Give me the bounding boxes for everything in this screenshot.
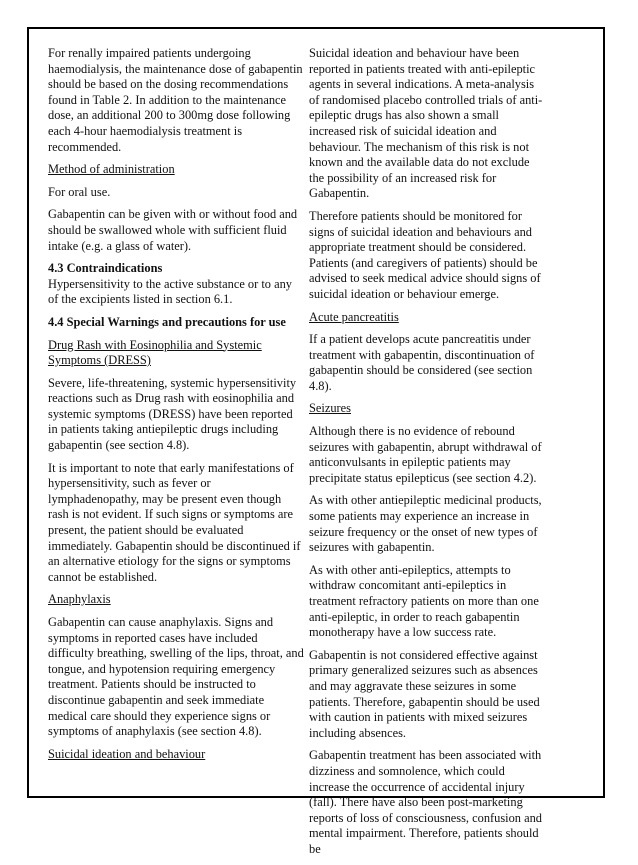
seizure-frequency-paragraph: As with other antiepileptic medicinal products, some patients may experience an increase in seizure frequency or the onset of new types of seizures with gabapentin. — [309, 493, 542, 555]
dizziness-somnolence-paragraph: Gabapentin treatment has been associated with dizziness and somnolence, which could increase the occurrence of accidental injury (fall). There have also been post-marketing reports of loss of consciousness, confusion and mental impairment. Therefore, patients should be — [309, 748, 542, 856]
withdraw-antiepileptics-paragraph: As with other anti-epileptics, attempts to withdraw concomitant anti-epileptics in treatment refractory patients on more than one anti-epileptic, in order to reach gabapentin monotherapy have a low success rate. — [309, 562, 539, 640]
haemodialysis-dosing-paragraph: For renally impaired patients undergoing haemodialysis, the maintenance dose of gabapentin should be based on the dosing recommendations found in Table 2. In addition to the maintenance dose, an additional 200 to 300mg dose following each 4-hour haemodialysis treatment is recommended. — [48, 46, 303, 154]
method-of-administration-subheading: Method of administration — [48, 162, 175, 177]
left-column — [48, 46, 304, 769]
suicidal-ideation-subheading: Suicidal ideation and behaviour — [48, 746, 206, 761]
dress-subheading: Drug Rash with Eosinophilia and Systemic Symptoms (DRESS) — [48, 337, 262, 368]
food-intake-paragraph: Gabapentin can be given with or without food and should be swallowed whole with sufficient fluid intake (e.g. a glass of water). — [48, 207, 298, 253]
anaphylaxis-subheading: Anaphylaxis — [48, 592, 111, 607]
suicidal-ideation-reports-paragraph: Suicidal ideation and behaviour have been reported in patients treated with anti-epileptic agents in several indications. A meta-analysis of randomised placebo controlled trials of anti-epileptic drugs has also shown a small increased risk of suicidal ideation and behaviour. The mechanism of this risk is not known and the available data do not exclude the possibility of an increased risk for Gabapentin. — [309, 46, 543, 201]
dress-reactions-paragraph: Severe, life-threatening, systemic hypersensitivity reactions such as Drug rash with eosinophilia and systemic symptoms (DRESS) have been reported in patients taking antiepileptic drugs including gabapentin (see section 4.8). — [48, 375, 297, 453]
right-column — [309, 46, 543, 865]
suicidal-monitoring-paragraph: Therefore patients should be monitored for signs of suicidal ideation and behaviours and appropriate treatment should be considered. Patients (and caregivers of patients) should be advised to seek medical advice should signs of suicidal ideation or behaviour emerge. — [309, 208, 541, 301]
oral-use-paragraph: For oral use. — [48, 184, 111, 199]
early-manifestations-paragraph: It is important to note that early manifestations of hypersensitivity, such as fever or lymphadenopathy, may be present even though rash is not evident. If such signs or symptoms are present, the patient should be evaluated immediately. Gabapentin should be discontinued if an alternative etiology for the signs or symptoms cannot be established. — [48, 460, 301, 584]
seizures-subheading: Seizures — [309, 401, 351, 416]
anaphylaxis-paragraph: Gabapentin can cause anaphylaxis. Signs and symptoms in reported cases have included difficulty breathing, swelling of the lips, throat, and tongue, and hypotension requiring emergency treatment. Patients should be instructed to discontinue gabapentin and seek immediate medical care should they experience signs or symptoms of anaphylaxis (see section 4.8). — [48, 615, 304, 739]
contraindications-heading: 4.3 Contraindications — [48, 261, 163, 276]
acute-pancreatitis-subheading: Acute pancreatitis — [309, 309, 399, 324]
hypersensitivity-paragraph: Hypersensitivity to the active substance or to any of the excipients listed in section 6.1. — [48, 276, 292, 307]
generalized-seizures-paragraph: Gabapentin is not considered effective against primary generalized seizures such as absences and may aggravate these seizures in some patients. Therefore, gabapentin should be used with caution in patients with mixed seizures including absences. — [309, 647, 540, 740]
special-warnings-heading: 4.4 Special Warnings and precautions for use — [48, 314, 286, 329]
acute-pancreatitis-paragraph: If a patient develops acute pancreatitis under treatment with gabapentin, discontinuation of gabapentin should be considered (see section 4.8). — [309, 332, 535, 393]
rebound-seizures-paragraph: Although there is no evidence of rebound seizures with gabapentin, abrupt withdrawal of anticonvulsants in epileptic patients may precipitate status epilepticus (see section 4.2). — [309, 424, 542, 485]
